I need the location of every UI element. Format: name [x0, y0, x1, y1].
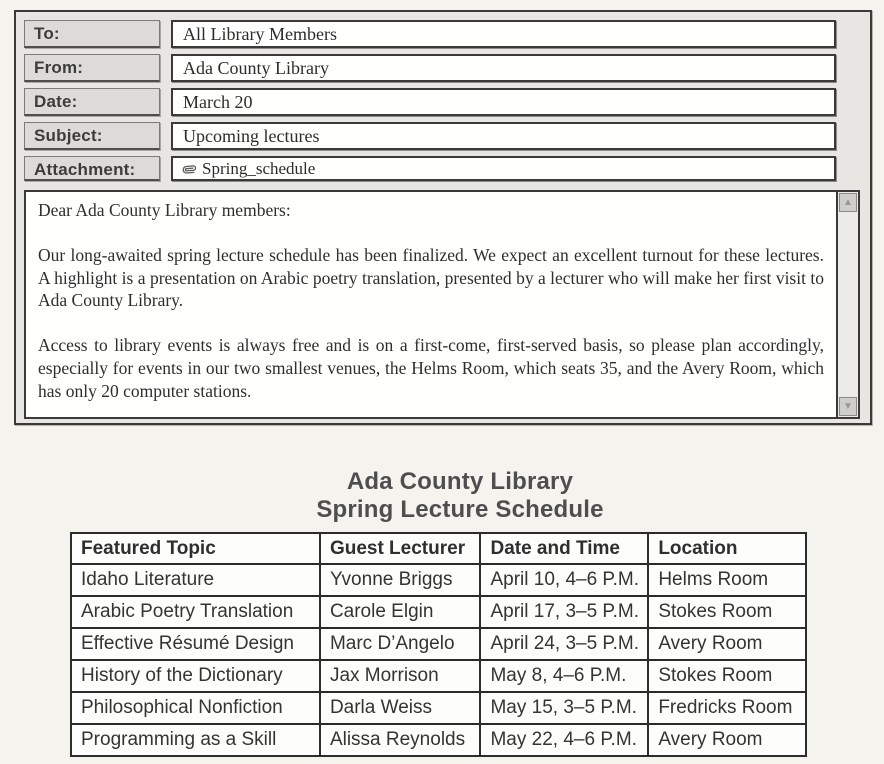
table-header-row	[71, 533, 806, 564]
cell-location: Fredricks Room	[648, 692, 806, 724]
column-header-featured-topic: Featured Topic	[71, 533, 320, 564]
date-input[interactable]	[171, 88, 836, 116]
attachment-label: Attachment:	[24, 156, 160, 181]
schedule-title	[80, 468, 840, 525]
cell-topic: Idaho Literature	[71, 564, 320, 596]
from-input[interactable]	[171, 54, 836, 82]
column-header-location: Location	[648, 533, 806, 564]
message-body-box	[24, 190, 860, 419]
salutation: Dear Ada County Library members:	[38, 200, 291, 220]
to-field-row	[24, 20, 860, 48]
schedule-title-line1: Ada County Library	[346, 468, 574, 495]
cell-lecturer: Marc D’Angelo	[320, 628, 481, 660]
body-paragraph-2: Access to library events is always free and is on a first-come, first-served basis, so please plan accordingly, especially for events in our two smallest venues, the Helms Room, which seats 35, and the Avery Room, which has only 20 computer stations.	[38, 335, 824, 401]
cell-location: Stokes Room	[648, 660, 806, 692]
cell-datetime: April 17, 3–5 P.M.	[480, 596, 648, 628]
body-scrollbar[interactable]	[836, 192, 858, 417]
date-value: March 20	[183, 92, 253, 112]
subject-label: Subject:	[24, 122, 160, 150]
paperclip-icon	[183, 162, 196, 177]
table-row	[71, 660, 806, 692]
cell-datetime: April 10, 4–6 P.M.	[480, 564, 648, 596]
scroll-up-arrow-icon: ▲	[843, 196, 853, 208]
cell-lecturer: Carole Elgin	[320, 596, 481, 628]
cell-datetime: May 15, 3–5 P.M.	[480, 692, 648, 724]
attachment-field-row	[24, 156, 860, 181]
from-field-row	[24, 54, 860, 82]
cell-topic: Programming as a Skill	[71, 724, 320, 756]
attachment-input	[171, 156, 836, 181]
subject-field-row	[24, 122, 860, 150]
cell-location: Avery Room	[648, 628, 806, 660]
column-header-date-time: Date and Time	[480, 533, 648, 564]
cell-lecturer: Jax Morrison	[320, 660, 481, 692]
cell-topic: Philosophical Nonfiction	[71, 692, 320, 724]
scroll-up-button[interactable]	[839, 193, 857, 212]
attachment-file-link[interactable]: Spring_schedule	[202, 159, 316, 178]
from-label: From:	[24, 54, 160, 82]
table-row	[71, 692, 806, 724]
table-row	[71, 724, 806, 756]
to-input[interactable]	[171, 20, 836, 48]
cell-datetime: May 8, 4–6 P.M.	[480, 660, 648, 692]
cell-datetime: May 22, 4–6 P.M.	[480, 724, 648, 756]
subject-value: Upcoming lectures	[183, 126, 320, 146]
cell-topic: History of the Dictionary	[71, 660, 320, 692]
column-header-guest-lecturer: Guest Lecturer	[320, 533, 481, 564]
cell-topic: Effective Résumé Design	[71, 628, 320, 660]
cell-location: Helms Room	[648, 564, 806, 596]
subject-input[interactable]	[171, 122, 836, 150]
cell-location: Stokes Room	[648, 596, 806, 628]
lecture-schedule-table	[70, 532, 807, 757]
cell-datetime: April 24, 3–5 P.M.	[480, 628, 648, 660]
date-field-row	[24, 88, 860, 116]
date-label: Date:	[24, 88, 160, 116]
from-value: Ada County Library	[183, 58, 329, 78]
body-paragraph-1: Our long-awaited spring lecture schedule has been finalized. We expect an excellent turnout for these lectures. A highlight is a presentation on Arabic poetry translation, presented by a lecturer who will make her first visit to Ada County Library.	[38, 244, 824, 311]
scroll-down-button[interactable]	[839, 397, 857, 416]
cell-location: Avery Room	[648, 724, 806, 756]
cell-lecturer: Alissa Reynolds	[320, 724, 481, 756]
cell-lecturer: Darla Weiss	[320, 692, 481, 724]
table-row	[71, 628, 806, 660]
table-row	[71, 564, 806, 596]
cell-topic: Arabic Poetry Translation	[71, 596, 320, 628]
to-label: To:	[24, 20, 160, 48]
cell-lecturer: Yvonne Briggs	[320, 564, 481, 596]
schedule-title-line2: Spring Lecture Schedule	[316, 496, 604, 524]
email-panel	[14, 10, 872, 425]
scroll-down-arrow-icon: ▼	[843, 400, 853, 412]
table-row	[71, 596, 806, 628]
message-body[interactable]	[26, 192, 836, 417]
to-value: All Library Members	[183, 24, 337, 44]
